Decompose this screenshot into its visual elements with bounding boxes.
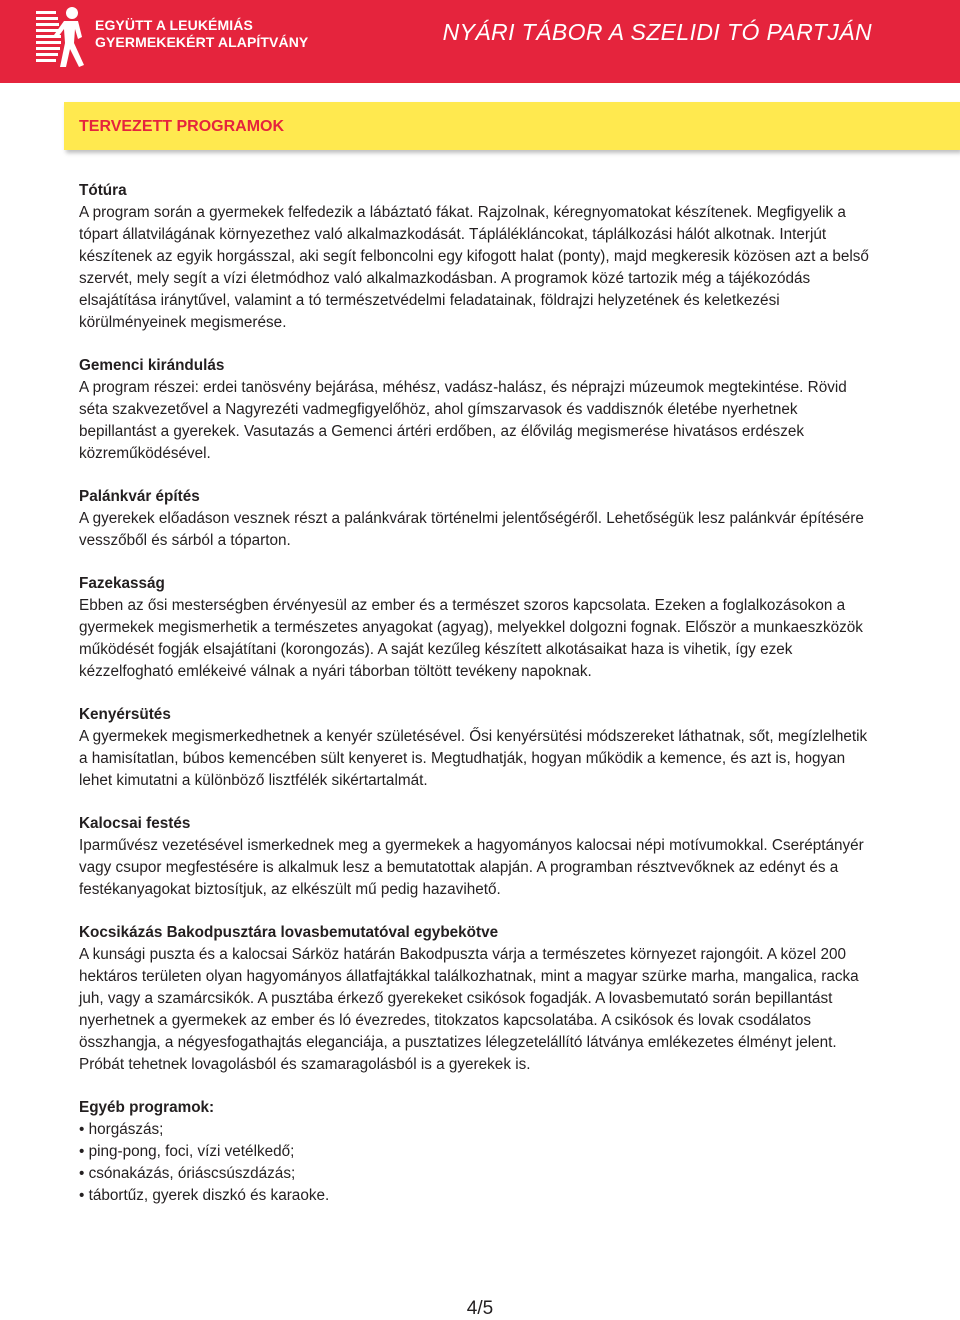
program-title: Gemenci kirándulás	[79, 357, 225, 374]
program-description: A kunsági puszta és a kalocsai Sárköz határán Bakodpuszta várja a természetes környezet rajongóit. A közel 200 hektáros területen olyan hagyományos állatfajtákkal találkozhatnak, mint a magyar szürke marha, mangalica, racka juh, vagy a szamárcsikók. A pusztába érkező gyerekeket csikósok fogadják. A lovasbemutató során bepillantást nyerhetnek a gyermekek az ember és ló évezredes, titokzatos kapcsolatába. A csikósok és lovak csodálatos összhangja, a négyesfogathajtás eleganciája, a pusztatizes lélegzetelállító látványa emlékezetes élményt jelent. Próbát tehetnek lovagolásból és szamaragolásból is a gyerekek is.	[79, 946, 859, 1073]
other-programs-list	[79, 1119, 879, 1207]
program-description: Iparművész vezetésével ismerkednek meg a gyermekek a hagyományos kalocsai népi motívumokkal. Cseréptányér vagy csupor megfestésére is alkalmuk lesz a bemutatottak alapján. A programban résztvevőknek az edényt és a festékanyagokat biztosítjuk, az elkészült mű pedig hazavihető.	[79, 837, 864, 898]
list-item-text: tábortűz, gyerek diszkó és karaoke.	[88, 1187, 330, 1204]
program-section	[79, 486, 879, 552]
program-description: A gyerekek előadáson vesznek részt a palánkvárak történelmi jelentőségéről. Lehetőségük lesz palánkvár építésére vesszőből és sárból a tóparton.	[79, 510, 864, 549]
program-title: Kalocsai festés	[79, 815, 191, 832]
list-item-text: csónakázás, óriáscsúszdázás;	[88, 1165, 296, 1182]
program-description: A program során a gyermekek felfedezik a lábáztató fákat. Rajzolnak, kéregnyomatokat készítenek. Megfigyelik a tópart állatvilágának környezethez való alkalmazkodását. Táplálékláncokat, táplálkozási hálót alkotnak. Interjút készítenek az egyik horgásszal, aki segít felboncolni egy kifogott halat (ponty), majd megkeresik közösen azt a belső szervét, mely segít a vízi életmódhoz való alkalmazkodásban. A programok közé tartozik még a tájékozódás elsajátítása iránytűvel, valamint a tó természetvédelmi feladatainak, földrajzi helyzetének és keletkezési körülményeinek megismerése.	[79, 204, 869, 331]
list-item	[79, 1119, 879, 1141]
organization-name-line2: GYERMEKEKÉRT ALAPÍTVÁNY	[95, 34, 309, 50]
program-title: Kenyérsütés	[79, 706, 171, 723]
program-section	[79, 180, 879, 334]
program-title: Kocsikázás Bakodpusztára lovasbemutatóval egybekötve	[79, 924, 499, 941]
program-title: Fazekasság	[79, 575, 165, 592]
program-description: Ebben az ősi mesterségben érvényesül az ember és a természet szoros kapcsolata. Ezeken a foglalkozásokon a gyermekek megismerhetik a természetes anyagokat (agyag), melyekkel dolgozni fognak. Először a munkaeszközök működését fogják elsajátítani (korongozás). A saját kezűleg készített alkotásaikat haza is vihetik, így ezek kézzelfogható emlékeivé válnak a nyári táborban töltött tevékeny napoknak.	[79, 597, 863, 680]
organization-name-line1: EGYÜTT A LEUKÉMIÁS	[95, 17, 253, 33]
program-list	[79, 180, 879, 1228]
section-banner	[64, 102, 960, 150]
camp-title: NYÁRI TÁBOR A SZELIDI TÓ PARTJÁN	[442, 19, 872, 45]
other-programs-title: Egyéb programok:	[79, 1099, 215, 1116]
page-header	[0, 0, 960, 83]
program-section	[79, 704, 879, 792]
list-item-text: horgászás;	[88, 1121, 164, 1138]
other-programs-section	[79, 1097, 879, 1207]
program-description: A program részei: erdei tanösvény bejárása, méhész, vadász-halász, és néprajzi múzeumok megtekintése. Rövid séta szakvezetővel a Nagyrezéti vadmegfigyelőhöz, ahol gímszarvasok és vaddisznók életébe nyerhetnek bepillantást a gyerekek. Vasutazás a Gemenci ártéri erdőben, az élővilág megismerése hivatásos erdészek közreműködésével.	[79, 379, 847, 462]
program-description: A gyermekek megismerkedhetnek a kenyér születésével. Ősi kenyérsütési módszereket láthatnak, sőt, megízlelhetik a hamisítatlan, búbos kemencében sült kenyeret is. Megtudhatják, hogyan működik a kemence, és azt is, hogyan lehet kimutatni a különböző lisztfélék sikértartalmát.	[79, 728, 868, 789]
running-child-logo-icon	[34, 3, 94, 71]
list-item-text: ping-pong, foci, vízi vetélkedő;	[88, 1143, 295, 1160]
page-number: 4/5	[466, 1298, 494, 1319]
program-section	[79, 355, 879, 465]
program-section	[79, 922, 879, 1076]
organization-name	[95, 17, 308, 51]
list-item	[79, 1185, 879, 1207]
program-section	[79, 573, 879, 683]
list-item	[79, 1141, 879, 1163]
banner-title: TERVEZETT PROGRAMOK	[79, 118, 285, 135]
program-title: Tótúra	[79, 182, 127, 199]
program-title: Palánkvár építés	[79, 488, 200, 505]
list-item	[79, 1163, 879, 1185]
program-section	[79, 813, 879, 901]
